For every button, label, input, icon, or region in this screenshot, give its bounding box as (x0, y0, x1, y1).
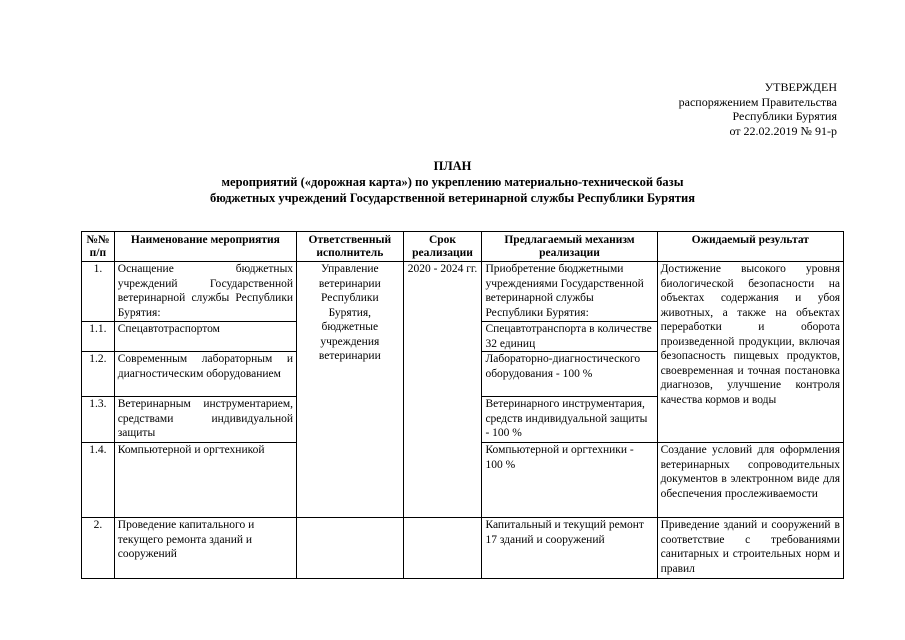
row-mechanism: Ветеринарного инструментария, средств индивидуальной защиты - 100 % (482, 397, 657, 443)
title-subject-line1: мероприятий («дорожная карта») по укреплению материально-технической базы (221, 175, 684, 189)
executor-cell: Управление ветеринарии Республики Бурятия, бюджетные учреждения ветеринарии (297, 262, 404, 518)
title-heading: ПЛАН (433, 159, 472, 173)
row-result: Создание условий для оформления ветеринарных сопроводительных документов в электронном виде для обеспечения прослеживаемости (657, 443, 843, 518)
header-num: №№ п/п (82, 232, 115, 262)
row-result: Приведение зданий и сооружений в соответствие с требованиями санитарных и строительных норм и правил (657, 518, 843, 579)
row-name: Компьютерной и оргтехникой (114, 443, 296, 518)
header-term: Срок реализации (403, 232, 482, 262)
row-mechanism: Компьютерной и оргтехники - 100 % (482, 443, 657, 518)
row-num: 1.3. (82, 397, 115, 443)
approval-act: распоряжением Правительства (678, 94, 837, 109)
title-subject-line2: бюджетных учреждений Государственной ветеринарной службы Республики Бурятия (210, 191, 695, 205)
row-name: Спецавтотраспортом (114, 322, 296, 352)
approval-date-number: от 22.02.2019 № 91-р (729, 123, 837, 138)
plan-table (81, 231, 844, 579)
row-num: 1. (82, 262, 115, 322)
document-title (0, 158, 905, 206)
table-row (82, 518, 844, 579)
row-num: 2. (82, 518, 115, 579)
row-name: Современным лабораторным и диагностическим оборудованием (114, 352, 296, 397)
row-mechanism: Лабораторно-диагностического оборудования - 100 % (482, 352, 657, 397)
header-result: Ожидаемый результат (657, 232, 843, 262)
header-executor: Ответственный исполнитель (297, 232, 404, 262)
term-cell-empty (403, 518, 482, 579)
header-name: Наименование мероприятия (114, 232, 296, 262)
row-name: Оснащение бюджетных учреждений Государственной ветеринарной службы Республики Бурятия: (114, 262, 296, 322)
result-cell-group1: Достижение высокого уровня биологической безопасности на объектах содержания и убоя животных, а также на объектах переработки и оборота произведенной продукции, включая безопасность пищевых продуктов, своевременная и точная постановка диагнозов, улучшение контроля качества кормов и воды (657, 262, 843, 443)
approval-stamp (679, 80, 837, 138)
executor-cell-empty (297, 518, 404, 579)
row-name: Проведение капитального и текущего ремонта зданий и сооружений (114, 518, 296, 579)
row-name: Ветеринарным инструментарием, средствами индивидуальной защиты (114, 397, 296, 443)
row-num: 1.2. (82, 352, 115, 397)
approval-issuer: Республики Бурятия (732, 109, 837, 123)
header-mechanism: Предлагаемый механизм реализации (482, 232, 657, 262)
row-num: 1.4. (82, 443, 115, 518)
row-mechanism: Спецавтотранспорта в количестве 32 единиц (482, 322, 657, 352)
row-mechanism: Приобретение бюджетными учреждениями Государственной ветеринарной службы Республики Бурятия: (482, 262, 657, 322)
approval-status: УТВЕРЖДЕН (764, 80, 837, 94)
term-cell: 2020 - 2024 гг. (403, 262, 482, 518)
table-header-row (82, 232, 844, 262)
row-mechanism: Капитальный и текущий ремонт 17 зданий и сооружений (482, 518, 657, 579)
table-row (82, 262, 844, 322)
row-num: 1.1. (82, 322, 115, 352)
